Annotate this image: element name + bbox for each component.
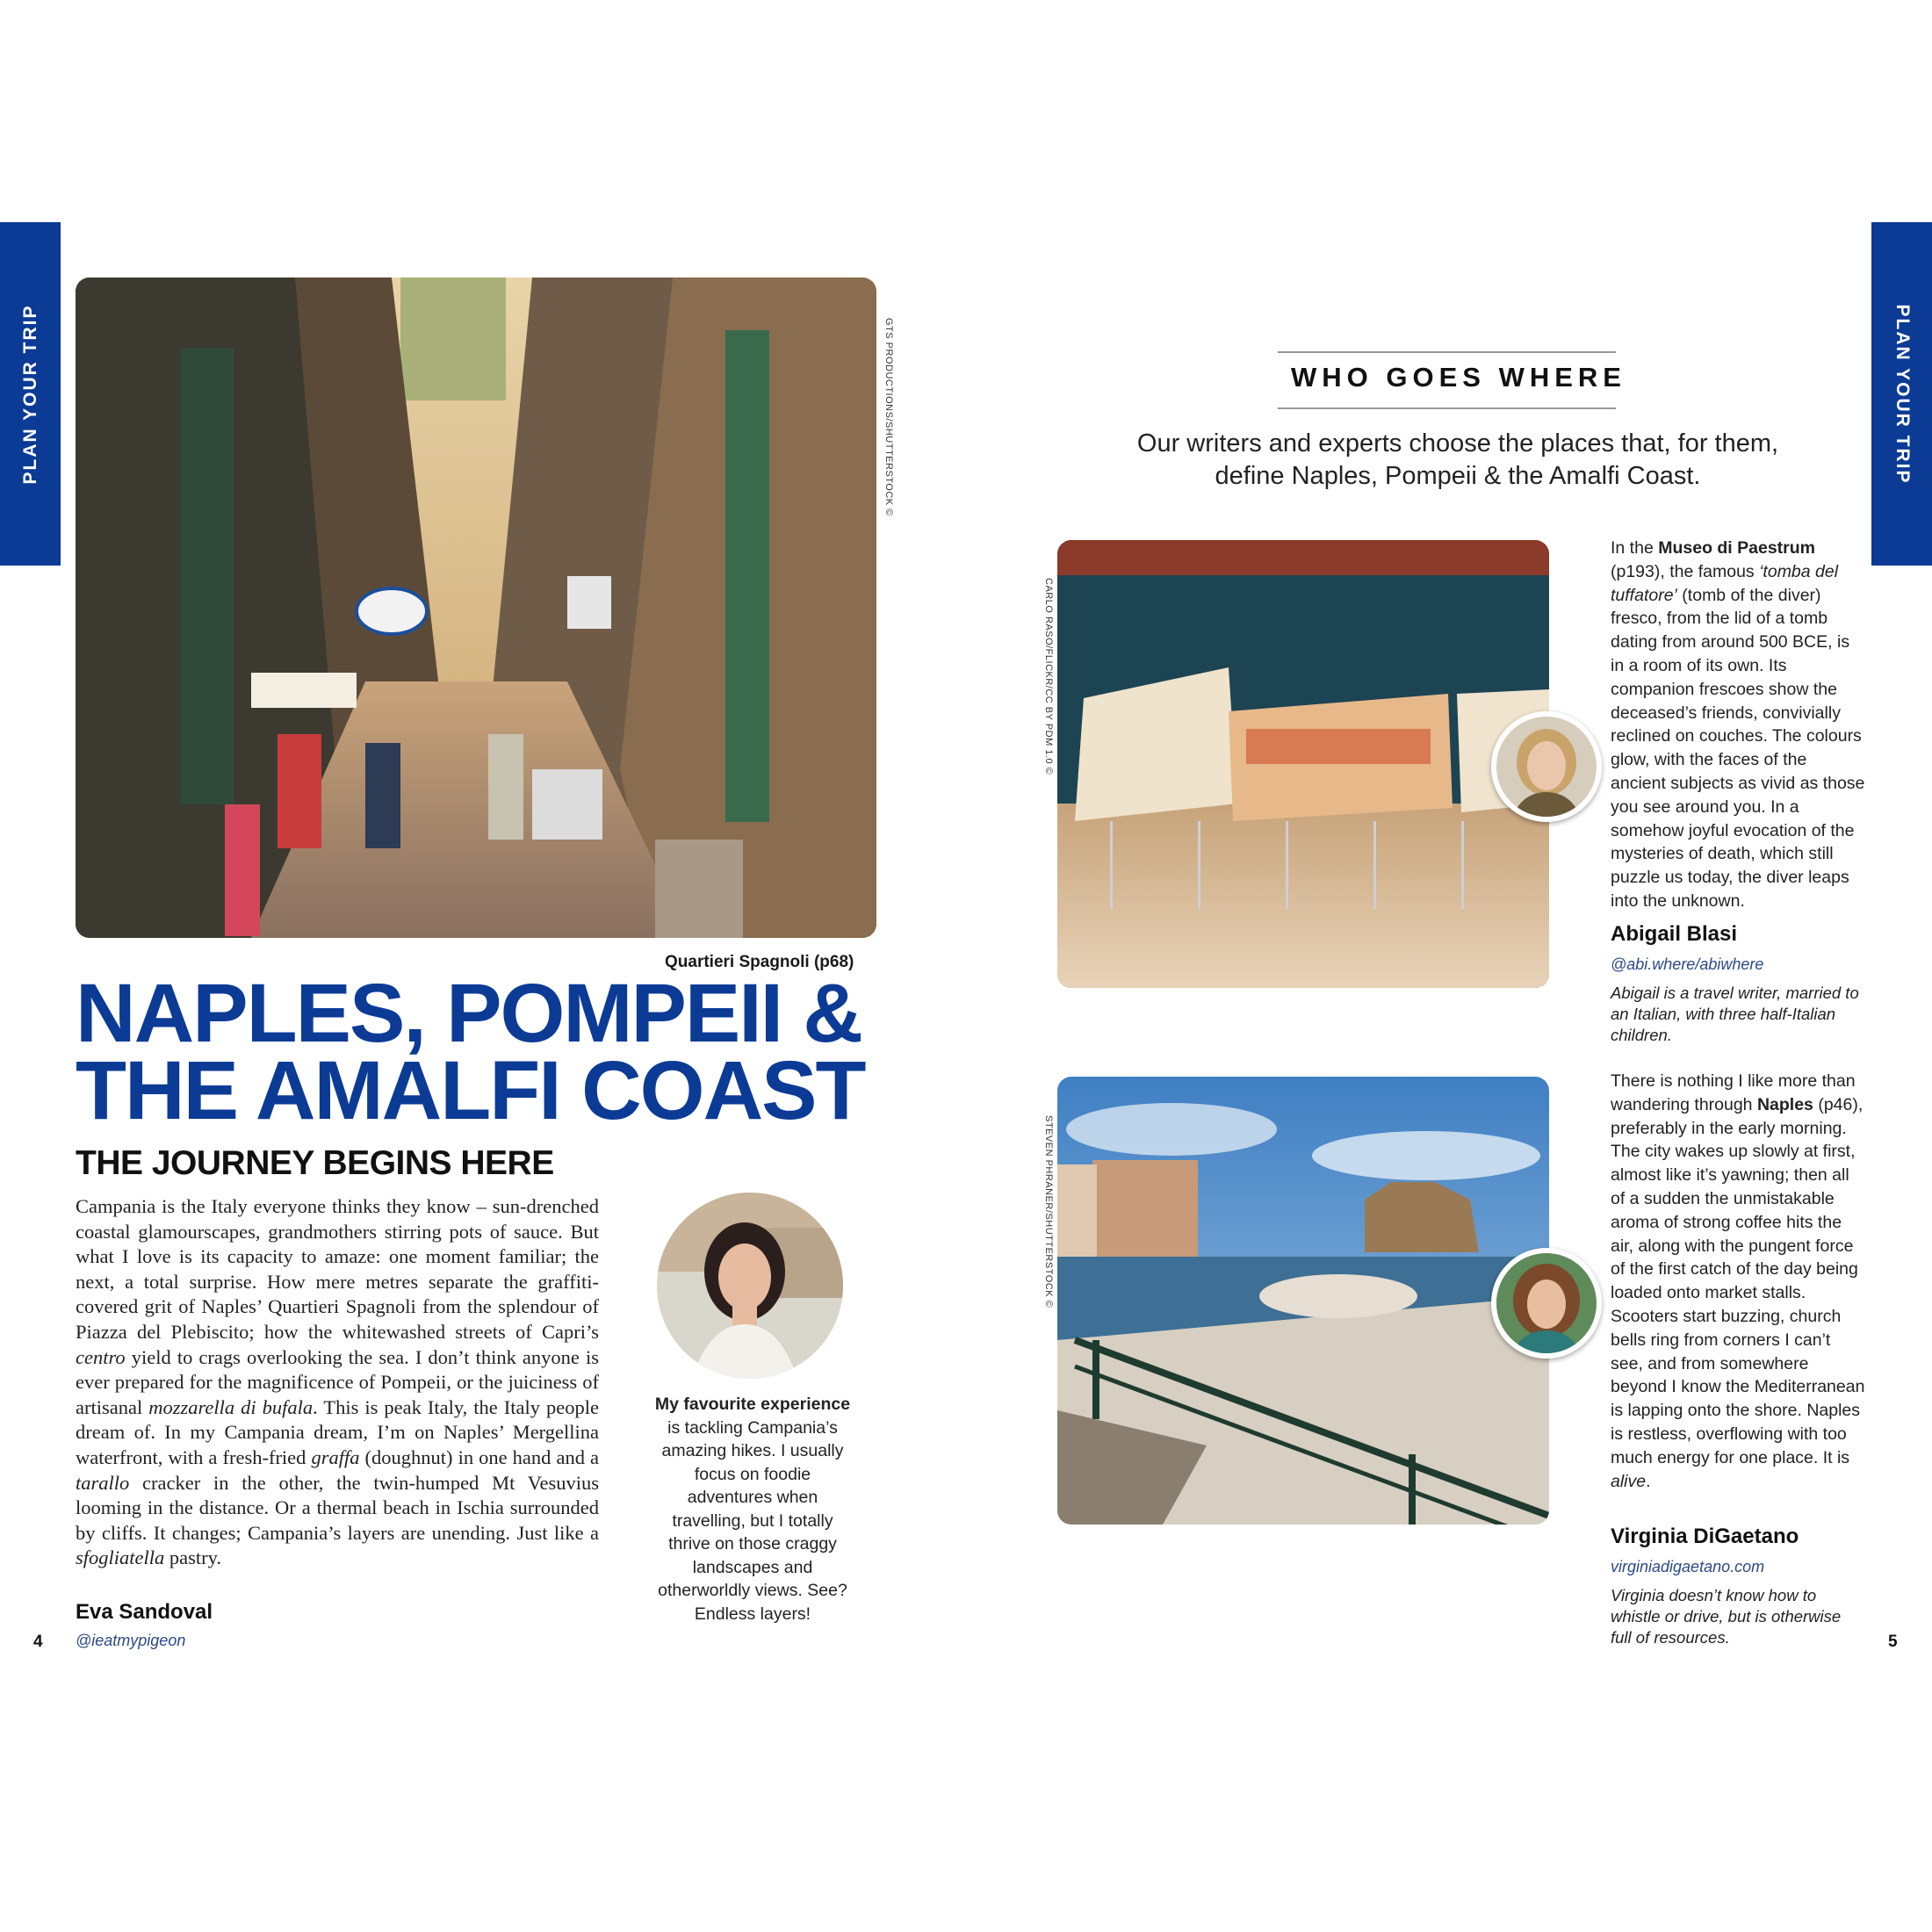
title-line-1: NAPLES, POMPEII &: [76, 967, 862, 1060]
page-number-right: 5: [1888, 1633, 1898, 1651]
tab-label: PLAN YOUR TRIP: [1892, 304, 1913, 484]
favourite-label: My favourite experience: [654, 1395, 851, 1414]
favourite-text: is tackling Campania’s amazing hikes. I usually focus on foodie adventures when travelling, but I totally thrive on those craggy landscapes and otherworldly views. See? Endless layers!: [658, 1417, 847, 1624]
writer1-name: Abigail Blasi: [1611, 922, 1738, 946]
title-line-2: THE AMALFI COAST: [76, 1044, 865, 1137]
intro-italic: tarallo: [76, 1471, 130, 1494]
writer1-italic: ‘tomba del tuffatore’: [1611, 561, 1839, 605]
plan-your-trip-tab-left: [0, 222, 61, 566]
plan-your-trip-tab-right: [1871, 222, 1932, 566]
writer1-handle[interactable]: @abi.where/abiwhere: [1611, 955, 1764, 973]
intro-italic: mozzarella di bufala: [148, 1395, 314, 1418]
author-avatar-abigail: [1491, 711, 1602, 822]
intro-text: (doughnut) in one hand and a: [359, 1445, 600, 1468]
writer2-name: Virginia DiGaetano: [1611, 1525, 1799, 1548]
writer2-italic: alive: [1611, 1471, 1647, 1491]
intro-text: pastry.: [164, 1546, 222, 1569]
writer2-text-part: .: [1646, 1471, 1651, 1491]
intro-paragraph: [76, 1194, 599, 1571]
intro-text: . This is peak Italy, the Italy people dream of. In my Campania dream, I’m on Naples’ Mergellina waterfront, with a fresh-fried: [76, 1395, 599, 1468]
writer1-text-part: (tomb of the diver) fresco, from the lid of a tomb dating from around 500 BCE, is in a room of its own. Its companion frescoes show the deceased’s friends, convivially reclined on couches. The colours glow, with the faces of the ancient subjects as vivid as those you see around you. In a somehow joyful evocation of the mysteries of death, which still puzzle us today, the diver leaps into the unknown.: [1611, 585, 1865, 911]
intro-text: cracker in the other, the twin-humped Mt Vesuvius looming in the distance. Or a thermal beach in Ischia surrounded by cliffs. It changes; Campania’s layers are unending. Just like a: [76, 1471, 599, 1544]
intro-italic: sfogliatella: [76, 1546, 165, 1569]
writer1-text-part: In the: [1611, 538, 1659, 558]
tab-label: PLAN YOUR TRIP: [19, 304, 40, 484]
writer1-text: [1611, 537, 1865, 913]
author-name: Eva Sandoval: [76, 1600, 213, 1624]
photo-caption: Quartieri Spagnoli (p68): [665, 953, 854, 971]
writer2-handle[interactable]: virginiadigaetano.com: [1611, 1558, 1765, 1575]
photo-credit-writer2: STEVEN PHRANER/SHUTTERSTOCK ©: [1043, 1115, 1054, 1308]
section-heading: WHO GOES WHERE: [1291, 362, 1626, 393]
intro-text: Campania is the Italy everyone thinks they know – sun-drenched coastal glamourscapes, grandmothers stirring pots of sauce. But what I love is its capacity to amaze: one moment familiar; the next, a total surprise. How mere metres separate the graffiti-covered grit of Naples’ Quartieri Spagnoli from the splendour of Piazza del Plebiscito; how the whitewashed streets of Capri’s: [76, 1195, 599, 1343]
favourite-experience: [652, 1393, 854, 1626]
author-avatar-eva: [657, 1193, 843, 1379]
writer2-place: Naples: [1756, 1094, 1813, 1114]
author-handle[interactable]: @ieatmypigeon: [76, 1632, 186, 1649]
photo-credit-left: GTS PRODUCTIONS/SHUTTERSTOCK ©: [883, 318, 894, 516]
main-title: [76, 967, 892, 1137]
writer2-text-part: (p46), preferably in the early morning. The city wakes up slowly at first, almost like it’s yawning; then all of a sudden the unmistakable aroma of strong coffee hits the air, along with the pungent force of the first catch of the day being loaded onto market stalls. Scooters start buzzing, church bells ring from corners I can’t see, and from somewhere beyond I know the Mediterranean is lapping onto the shore. Naples is restless, overflowing with too much energy for one place. It is: [1611, 1094, 1865, 1467]
museo-paestum-photo: [1057, 540, 1549, 988]
heading-rule-bottom: [1278, 407, 1616, 409]
writer2-bio: Virginia doesn’t know how to whistle or drive, but is otherwise full of resources.: [1611, 1586, 1842, 1647]
photo-credit-writer1: CARLO RASO/FLICKR/CC BY PDM 1.0 ©: [1043, 578, 1054, 775]
intro-italic: centro: [76, 1345, 126, 1368]
subtitle: THE JOURNEY BEGINS HERE: [76, 1144, 554, 1182]
naples-waterfront-photo: [1057, 1077, 1549, 1525]
writer1-bio: Abigail is a travel writer, married to an Italian, with three half-Italian children.: [1611, 984, 1859, 1044]
section-deck: Our writers and experts choose the places that, for them, define Naples, Pompeii & the Amalfi Coast.: [1136, 429, 1779, 490]
intro-italic: graffa: [311, 1445, 360, 1468]
writer2-text: [1611, 1070, 1865, 1493]
intro-text: yield to crags overlooking the sea. I don’t think anyone is ever prepared for the magnificence of Pompeii, or the juiciness of artisanal: [76, 1345, 599, 1418]
writer1-place: Museo di Paestrum: [1658, 538, 1816, 558]
page-number-left: 4: [33, 1633, 43, 1651]
quartieri-spagnoli-photo: [76, 278, 876, 938]
writer1-text-part: (p193), the famous: [1611, 561, 1760, 581]
writer2-text-part: There is nothing I like more than wandering through: [1611, 1071, 1856, 1114]
heading-rule-top: [1278, 351, 1616, 353]
author-avatar-virginia: [1491, 1248, 1602, 1359]
